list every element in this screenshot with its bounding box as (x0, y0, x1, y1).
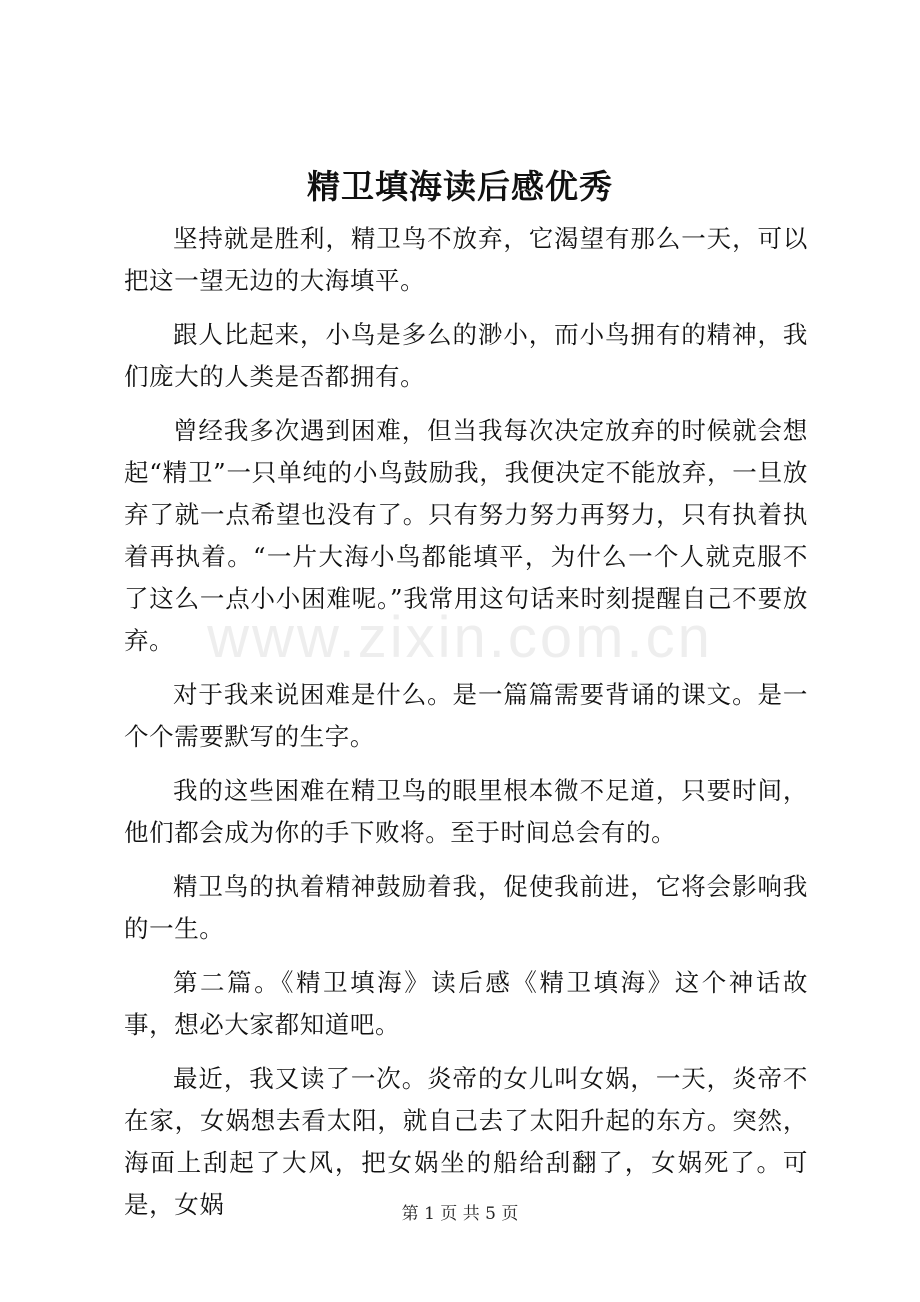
document-title: 精卫填海读后感优秀 (307, 167, 613, 206)
paragraph: 曾经我多次遇到困难，但当我每次决定放弃的时候就会想起“精卫”一只单纯的小鸟鼓励我，我便决定不能放弃，一旦放弃了就一点希望也没有了。只有努力努力再努力，只有执着执着再执着。“一片大海小鸟都能填平，为什么一个人就克服不了这么一点小小困难呢。”我常用这句话来时刻提醒自己不要放弃。 (124, 416, 808, 655)
document-body (124, 218, 808, 1238)
paragraph: 最近，我又读了一次。炎帝的女儿叫女娲，一天，炎帝不在家，女娲想去看太阳，就自己去了太阳升起的东方。突然，海面上刮起了大风，把女娲坐的船给刮翻了，女娲死了。可是，女娲 (124, 1064, 808, 1219)
paragraph: 精卫鸟的执着精神鼓励着我，促使我前进，它将会影响我的一生。 (124, 872, 808, 943)
page-footer: 第 1 页 共 5 页 (401, 1204, 519, 1224)
paragraph: 对于我来说困难是什么。是一篇篇需要背诵的课文。是一个个需要默写的生字。 (124, 680, 808, 751)
paragraph: 坚持就是胜利，精卫鸟不放弃，它渴望有那么一天，可以把这一望无边的大海填平。 (124, 224, 808, 295)
paragraph: 跟人比起来，小鸟是多么的渺小，而小鸟拥有的精神，我们庞大的人类是否都拥有。 (124, 320, 808, 391)
watermark: www.zixin.com.cn (207, 605, 713, 670)
paragraph: 我的这些困难在精卫鸟的眼里根本微不足道，只要时间，他们都会成为你的手下败将。至于时间总会有的。 (124, 776, 808, 847)
paragraph: 第二篇。《精卫填海》读后感《精卫填海》这个神话故事，想必大家都知道吧。 (124, 968, 808, 1039)
